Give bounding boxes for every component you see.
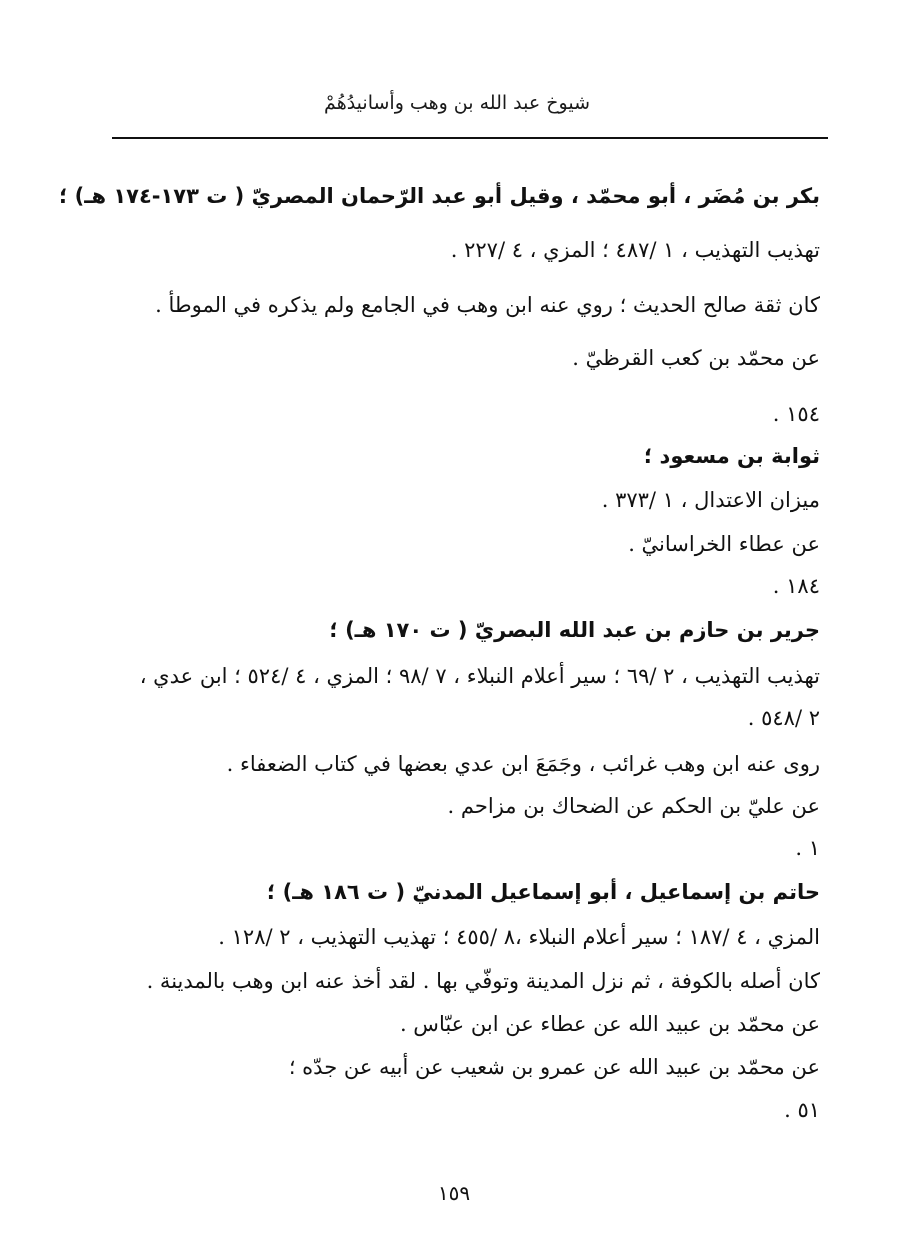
page-number: ١٥٩ [437,1181,471,1205]
entry-isnad: عن محمّد بن كعب القرظيّ . [572,346,820,370]
entry-count: ١٨٤ . [772,574,820,598]
entry-note: كان ثقة صالح الحديث ؛ روي عنه ابن وهب في الجامع ولم يذكره في الموطأ . [155,293,820,317]
entry-isnad: عن عطاء الخراسانيّ . [628,532,820,556]
header-rule [112,137,828,139]
entry-isnad: عن عليّ بن الحكم عن الضحاك بن مزاحم . [447,794,820,818]
entry-name: حاتم بن إسماعيل ، أبو إسماعيل المدنيّ ( ت ١٨٦ هـ) ؛ [266,880,820,904]
entry-count: ٥١ . [784,1098,820,1122]
entry-sources-line2: ٢ /٥٤٨ . [747,706,820,730]
entry-name: جرير بن حازم بن عبد الله البصريّ ( ت ١٧٠ هـ) ؛ [329,618,820,642]
entry-note: كان أصله بالكوفة ، ثم نزل المدينة وتوفّي بها . لقد أخذ عنه ابن وهب بالمدينة . [146,969,820,993]
entry-name: بكر بن مُضَر ، أبو محمّد ، وقيل أبو عبد الرّحمان المصريّ ( ت ١٧٣-١٧٤ هـ) ؛ [58,184,820,208]
entry-sources: المزي ، ٤ /١٨٧ ؛ سير أعلام النبلاء ،٨ /٤٥٥ ؛ تهذيب التهذيب ، ٢ /١٢٨ . [218,925,820,949]
entry-name: ثوابة بن مسعود ؛ [643,444,820,468]
entry-sources-line1: تهذيب التهذيب ، ٢ /٦٩ ؛ سير أعلام النبلاء ، ٧ /٩٨ ؛ المزي ، ٤ /٥٢٤ ؛ ابن عدي ، [139,664,820,688]
entry-sources: ميزان الاعتدال ، ١ /٣٧٣ . [601,488,820,512]
entry-isnad: عن محمّد بن عبيد الله عن عطاء عن ابن عبّاس . [399,1012,820,1036]
entry-count: ١ . [795,836,820,860]
entry-sources: تهذيب التهذيب ، ١ /٤٨٧ ؛ المزي ، ٤ /٢٢٧ . [450,238,820,262]
running-header: شيوخ عبد الله بن وهب وأسانيدُهُمْ [324,92,590,114]
entry-count: ١٥٤ . [772,402,820,426]
entry-note: روى عنه ابن وهب غرائب ، وجَمَعَ ابن عدي بعضها في كتاب الضعفاء . [226,752,820,776]
entry-isnad: عن محمّد بن عبيد الله عن عمرو بن شعيب عن أبيه عن جدّه ؛ [288,1055,820,1079]
